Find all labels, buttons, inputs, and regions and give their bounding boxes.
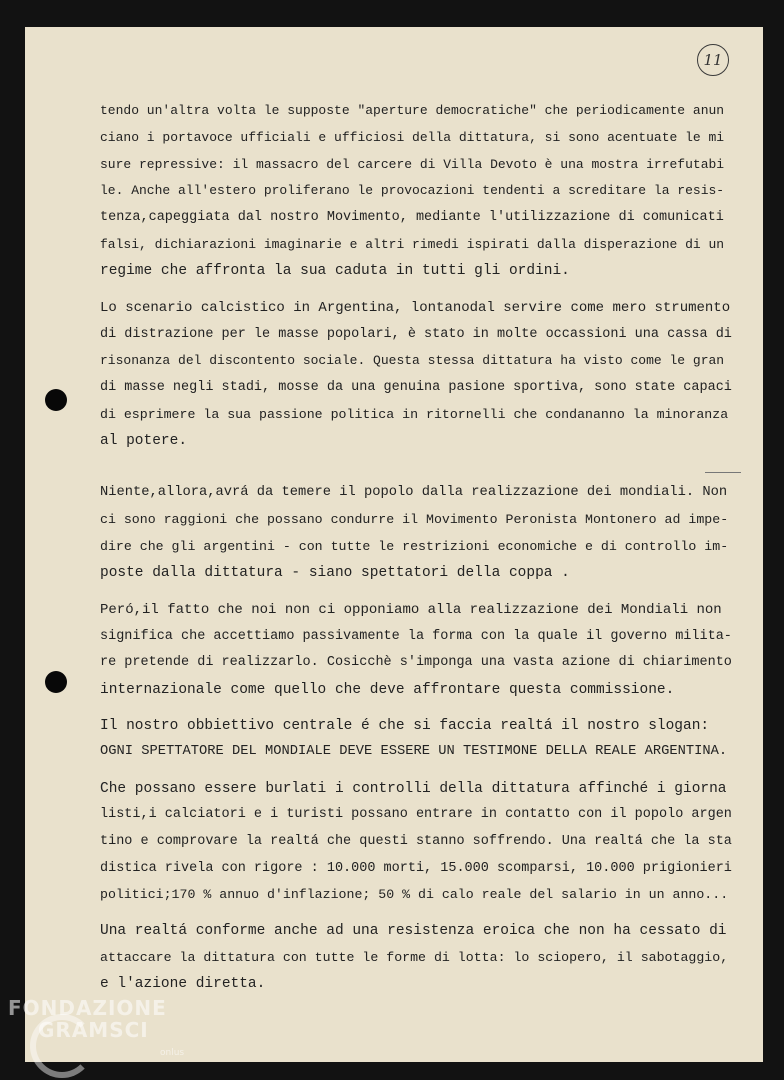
punch-hole-bottom: [45, 671, 67, 693]
punch-hole-top: [45, 389, 67, 411]
text-line: falsi, dichiarazioni imaginarie e altri rimedi ispirati dalla disperazione di un: [100, 237, 725, 252]
text-line: regime che affronta la sua caduta in tutti gli ordini.: [100, 263, 570, 279]
text-line: tino e comprovare la realtá che questi stanno soffrendo. Una realtá che la sta: [100, 834, 732, 849]
watermark-line-2: GRAMSCI: [38, 1018, 149, 1042]
fondazione-gramsci-watermark: [8, 996, 185, 1058]
text-line: ci sono raggioni che possano condurre il Movimento Peronista Montonero ad impe-: [100, 512, 729, 527]
text-line: tendo un'altra volta le supposte "aperture democratiche" che periodicamente anun: [100, 103, 725, 118]
text-line: distica rivela con rigore : 10.000 morti, 15.000 scomparsi, 10.000 prigionieri: [100, 861, 732, 876]
text-line: attaccare la dittatura con tutte le forme di lotta: lo sciopero, il sabotaggio,: [100, 950, 729, 965]
text-line: internazionale come quello che deve affrontare questa commissione.: [100, 682, 675, 698]
text-line: listi,i calciatori e i turisti possano entrare in contatto con il popolo argen: [100, 807, 732, 822]
text-line: politici;170 % annuo d'inflazione; 50 % di calo reale del salario in un anno...: [100, 887, 729, 902]
margin-mark: [705, 472, 741, 473]
text-line: di distrazione per le masse popolari, è stato in molte occassioni una cassa di: [100, 327, 732, 342]
text-line: Niente,allora,avrá da temere il popolo dalla realizzazione dei mondiali. Non: [100, 485, 728, 500]
text-line: le. Anche all'estero proliferano le provocazioni tendenti a screditare la resis-: [100, 183, 725, 198]
text-line: Lo scenario calcistico in Argentina, lontanodal servire come mero strumento: [100, 300, 731, 316]
text-line: significa che accettiamo passivamente la forma con la quale il governo milita-: [100, 629, 732, 644]
text-line: di masse negli stadi, mosse da una genuina pasione sportiva, sono state capaci: [100, 380, 732, 395]
text-line: e l'azione diretta.: [100, 976, 266, 992]
text-line: Peró,il fatto che noi non ci opponiamo alla realizzazione dei Mondiali non: [100, 602, 722, 618]
text-line: sure repressive: il massacro del carcere di Villa Devoto è una mostra irrefutabi: [100, 157, 725, 172]
text-line: Che possano essere burlati i controlli della dittatura affinché i giorna: [100, 781, 727, 797]
text-line: tenza,capeggiata dal nostro Movimento, mediante l'utilizzazione di comunicati: [100, 210, 724, 225]
text-line: poste dalla dittatura - siano spettatori della coppa .: [100, 565, 570, 581]
text-line: Una realtá conforme anche ad una resistenza eroica che non ha cessato di: [100, 923, 727, 939]
watermark-line-3: onlus: [160, 1048, 185, 1058]
text-line: ciano i portavoce ufficiali e ufficiosi della dittatura, si sono acentuate le mi: [100, 130, 725, 145]
text-line: dire che gli argentini - con tutte le restrizioni economiche e di controllo im-: [100, 539, 729, 554]
watermark-line-1: FONDAZIONE: [8, 996, 167, 1020]
page-number: 11: [697, 44, 729, 76]
text-line: OGNI SPETTATORE DEL MONDIALE DEVE ESSERE UN TESTIMONE DELLA REALE ARGENTINA.: [100, 744, 728, 759]
text-line: al potere.: [100, 433, 188, 449]
text-line: di esprimere la sua passione politica in ritornelli che condananno la minoranza: [100, 407, 729, 422]
text-line: Il nostro obbiettivo centrale é che si faccia realtá il nostro slogan:: [100, 718, 710, 734]
text-line: re pretende di realizzarlo. Cosicchè s'imponga una vasta azione di chiarimento: [100, 655, 732, 670]
text-line: risonanza del discontento sociale. Questa stessa dittatura ha visto come le gran: [100, 353, 725, 368]
